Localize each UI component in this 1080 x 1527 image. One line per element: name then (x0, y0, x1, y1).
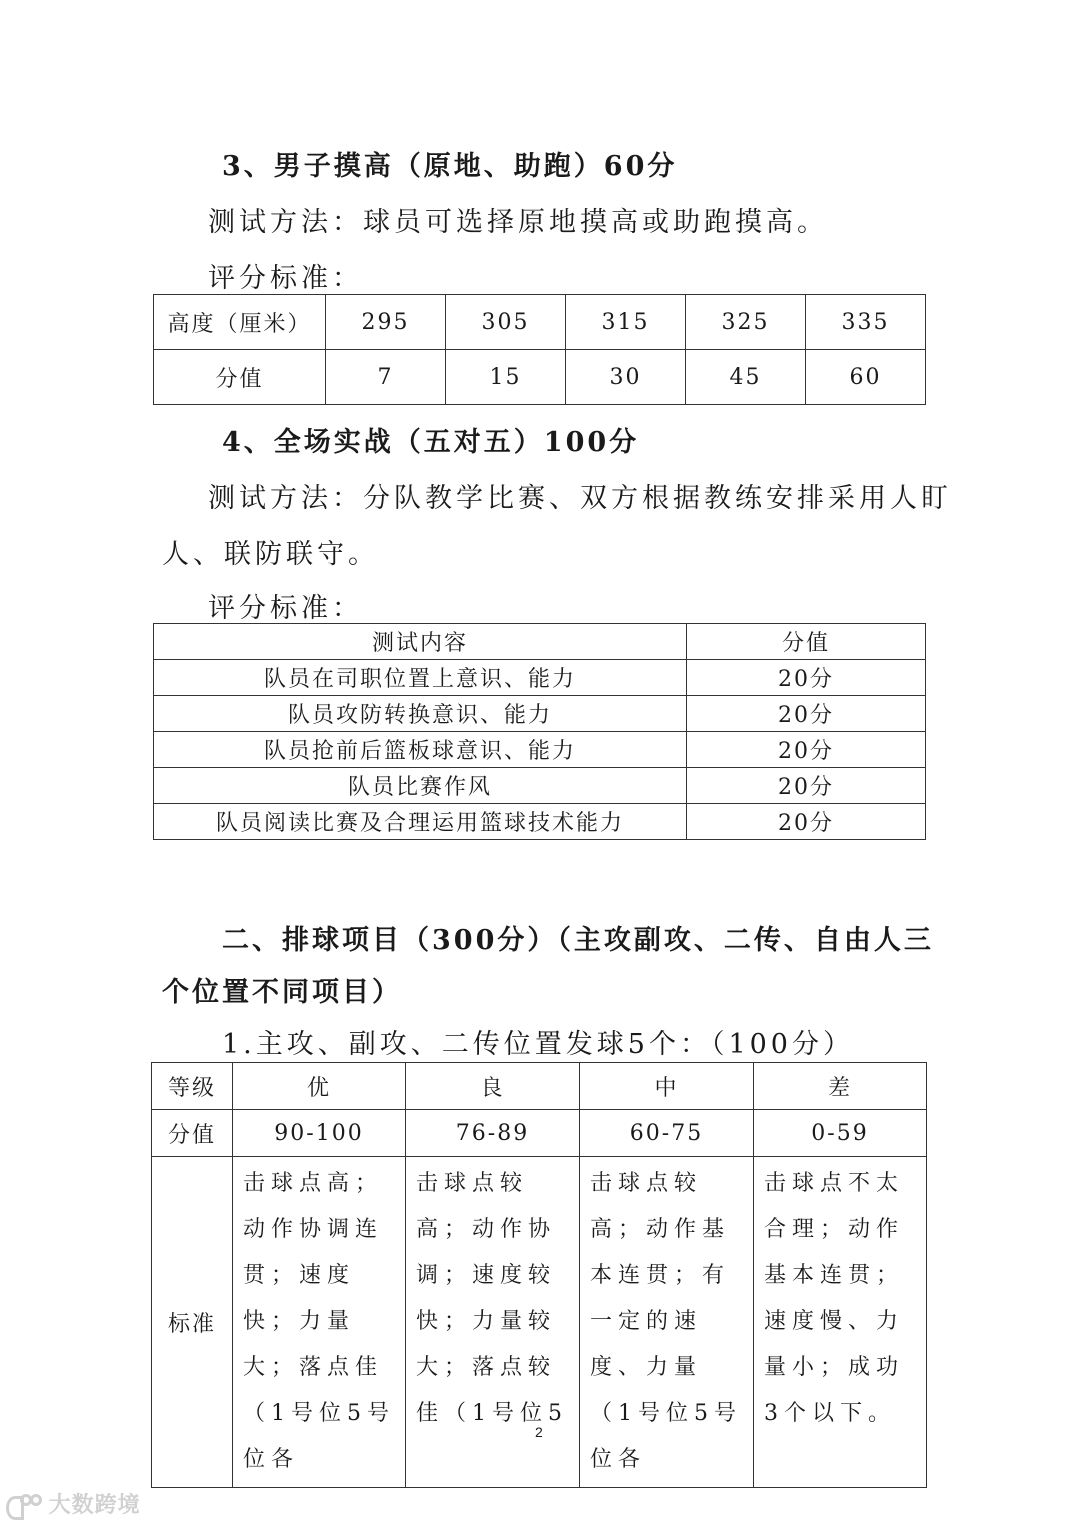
content-cell: 队员在司职位置上意识、能力 (154, 660, 687, 696)
score-cell: 60 (806, 350, 926, 405)
section4-method-line2: 人、联防联守。 (162, 539, 379, 570)
volleyball-heading-line1: 二、排球项目（300分）（主攻副攻、二传、自由人三 (222, 925, 934, 956)
touch-height-table (153, 294, 926, 405)
standard-cell: 击球点高；动作协调连贯；速度快；力量大；落点佳（1号位5号位各 (233, 1157, 406, 1488)
score-cell: 15 (446, 350, 566, 405)
table-row (152, 1110, 927, 1157)
row-header-score: 分值 (152, 1110, 233, 1157)
height-cell: 305 (446, 295, 566, 350)
table-row (154, 768, 926, 804)
row-header-score: 分值 (154, 350, 326, 405)
score-cell: 30 (566, 350, 686, 405)
score-cell: 20分 (687, 804, 926, 840)
score-range-cell: 0-59 (754, 1110, 927, 1157)
page-number: 2 (535, 1424, 543, 1440)
row-header-grade: 等级 (152, 1063, 233, 1110)
standard-cell: 击球点较高；动作协调；速度较快；力量较大；落点较佳（1号位5 (406, 1157, 580, 1488)
row-header-standard: 标准 (152, 1157, 233, 1488)
grade-cell: 差 (754, 1063, 927, 1110)
section4-criteria-label: 评分标准： (208, 593, 363, 624)
content-cell: 队员比赛作风 (154, 768, 687, 804)
score-cell: 20分 (687, 768, 926, 804)
content-cell: 队员抢前后篮板球意识、能力 (154, 732, 687, 768)
score-cell: 20分 (687, 732, 926, 768)
standard-cell: 击球点不太合理；动作基本连贯；速度慢、力量小；成功3个以下。 (754, 1157, 927, 1488)
section3-heading: 3、男子摸高（原地、助跑）60分 (222, 151, 678, 182)
grade-cell: 良 (406, 1063, 580, 1110)
watermark-logo-icon (6, 1494, 40, 1518)
table-row (154, 804, 926, 840)
table-header-row (154, 624, 926, 660)
table-row (154, 660, 926, 696)
section3-method: 测试方法：球员可选择原地摸高或助跑摸高。 (208, 207, 828, 238)
volleyball-heading-line2: 个位置不同项目） (162, 977, 402, 1008)
table-row (154, 295, 926, 350)
height-cell: 315 (566, 295, 686, 350)
height-cell: 335 (806, 295, 926, 350)
grade-cell: 优 (233, 1063, 406, 1110)
row-header-height: 高度（厘米） (154, 295, 326, 350)
header-score: 分值 (687, 624, 926, 660)
content-cell: 队员阅读比赛及合理运用篮球技术能力 (154, 804, 687, 840)
score-range-cell: 90-100 (233, 1110, 406, 1157)
grade-cell: 中 (580, 1063, 754, 1110)
table-row (154, 350, 926, 405)
watermark-text: 大数跨境 (48, 1493, 141, 1518)
table-row (152, 1063, 927, 1110)
score-cell: 20分 (687, 660, 926, 696)
section4-heading: 4、全场实战（五对五）100分 (222, 427, 640, 458)
watermark (6, 1488, 141, 1519)
score-range-cell: 60-75 (580, 1110, 754, 1157)
volleyball-sub1: 1.主攻、副攻、二传位置发球5个：（100分） (222, 1029, 854, 1060)
header-content: 测试内容 (154, 624, 687, 660)
content-cell: 队员攻防转换意识、能力 (154, 696, 687, 732)
table-row (154, 732, 926, 768)
height-cell: 325 (686, 295, 806, 350)
section3-criteria-label: 评分标准： (208, 263, 363, 294)
table-row (154, 696, 926, 732)
score-cell: 20分 (687, 696, 926, 732)
score-range-cell: 76-89 (406, 1110, 580, 1157)
height-cell: 295 (326, 295, 446, 350)
score-cell: 7 (326, 350, 446, 405)
standard-cell: 击球点较高；动作基本连贯；有一定的速度、力量（1号位5号位各 (580, 1157, 754, 1488)
score-cell: 45 (686, 350, 806, 405)
section4-method-line1: 测试方法：分队教学比赛、双方根据教练安排采用人盯 (208, 483, 952, 514)
full-court-table (153, 623, 926, 840)
